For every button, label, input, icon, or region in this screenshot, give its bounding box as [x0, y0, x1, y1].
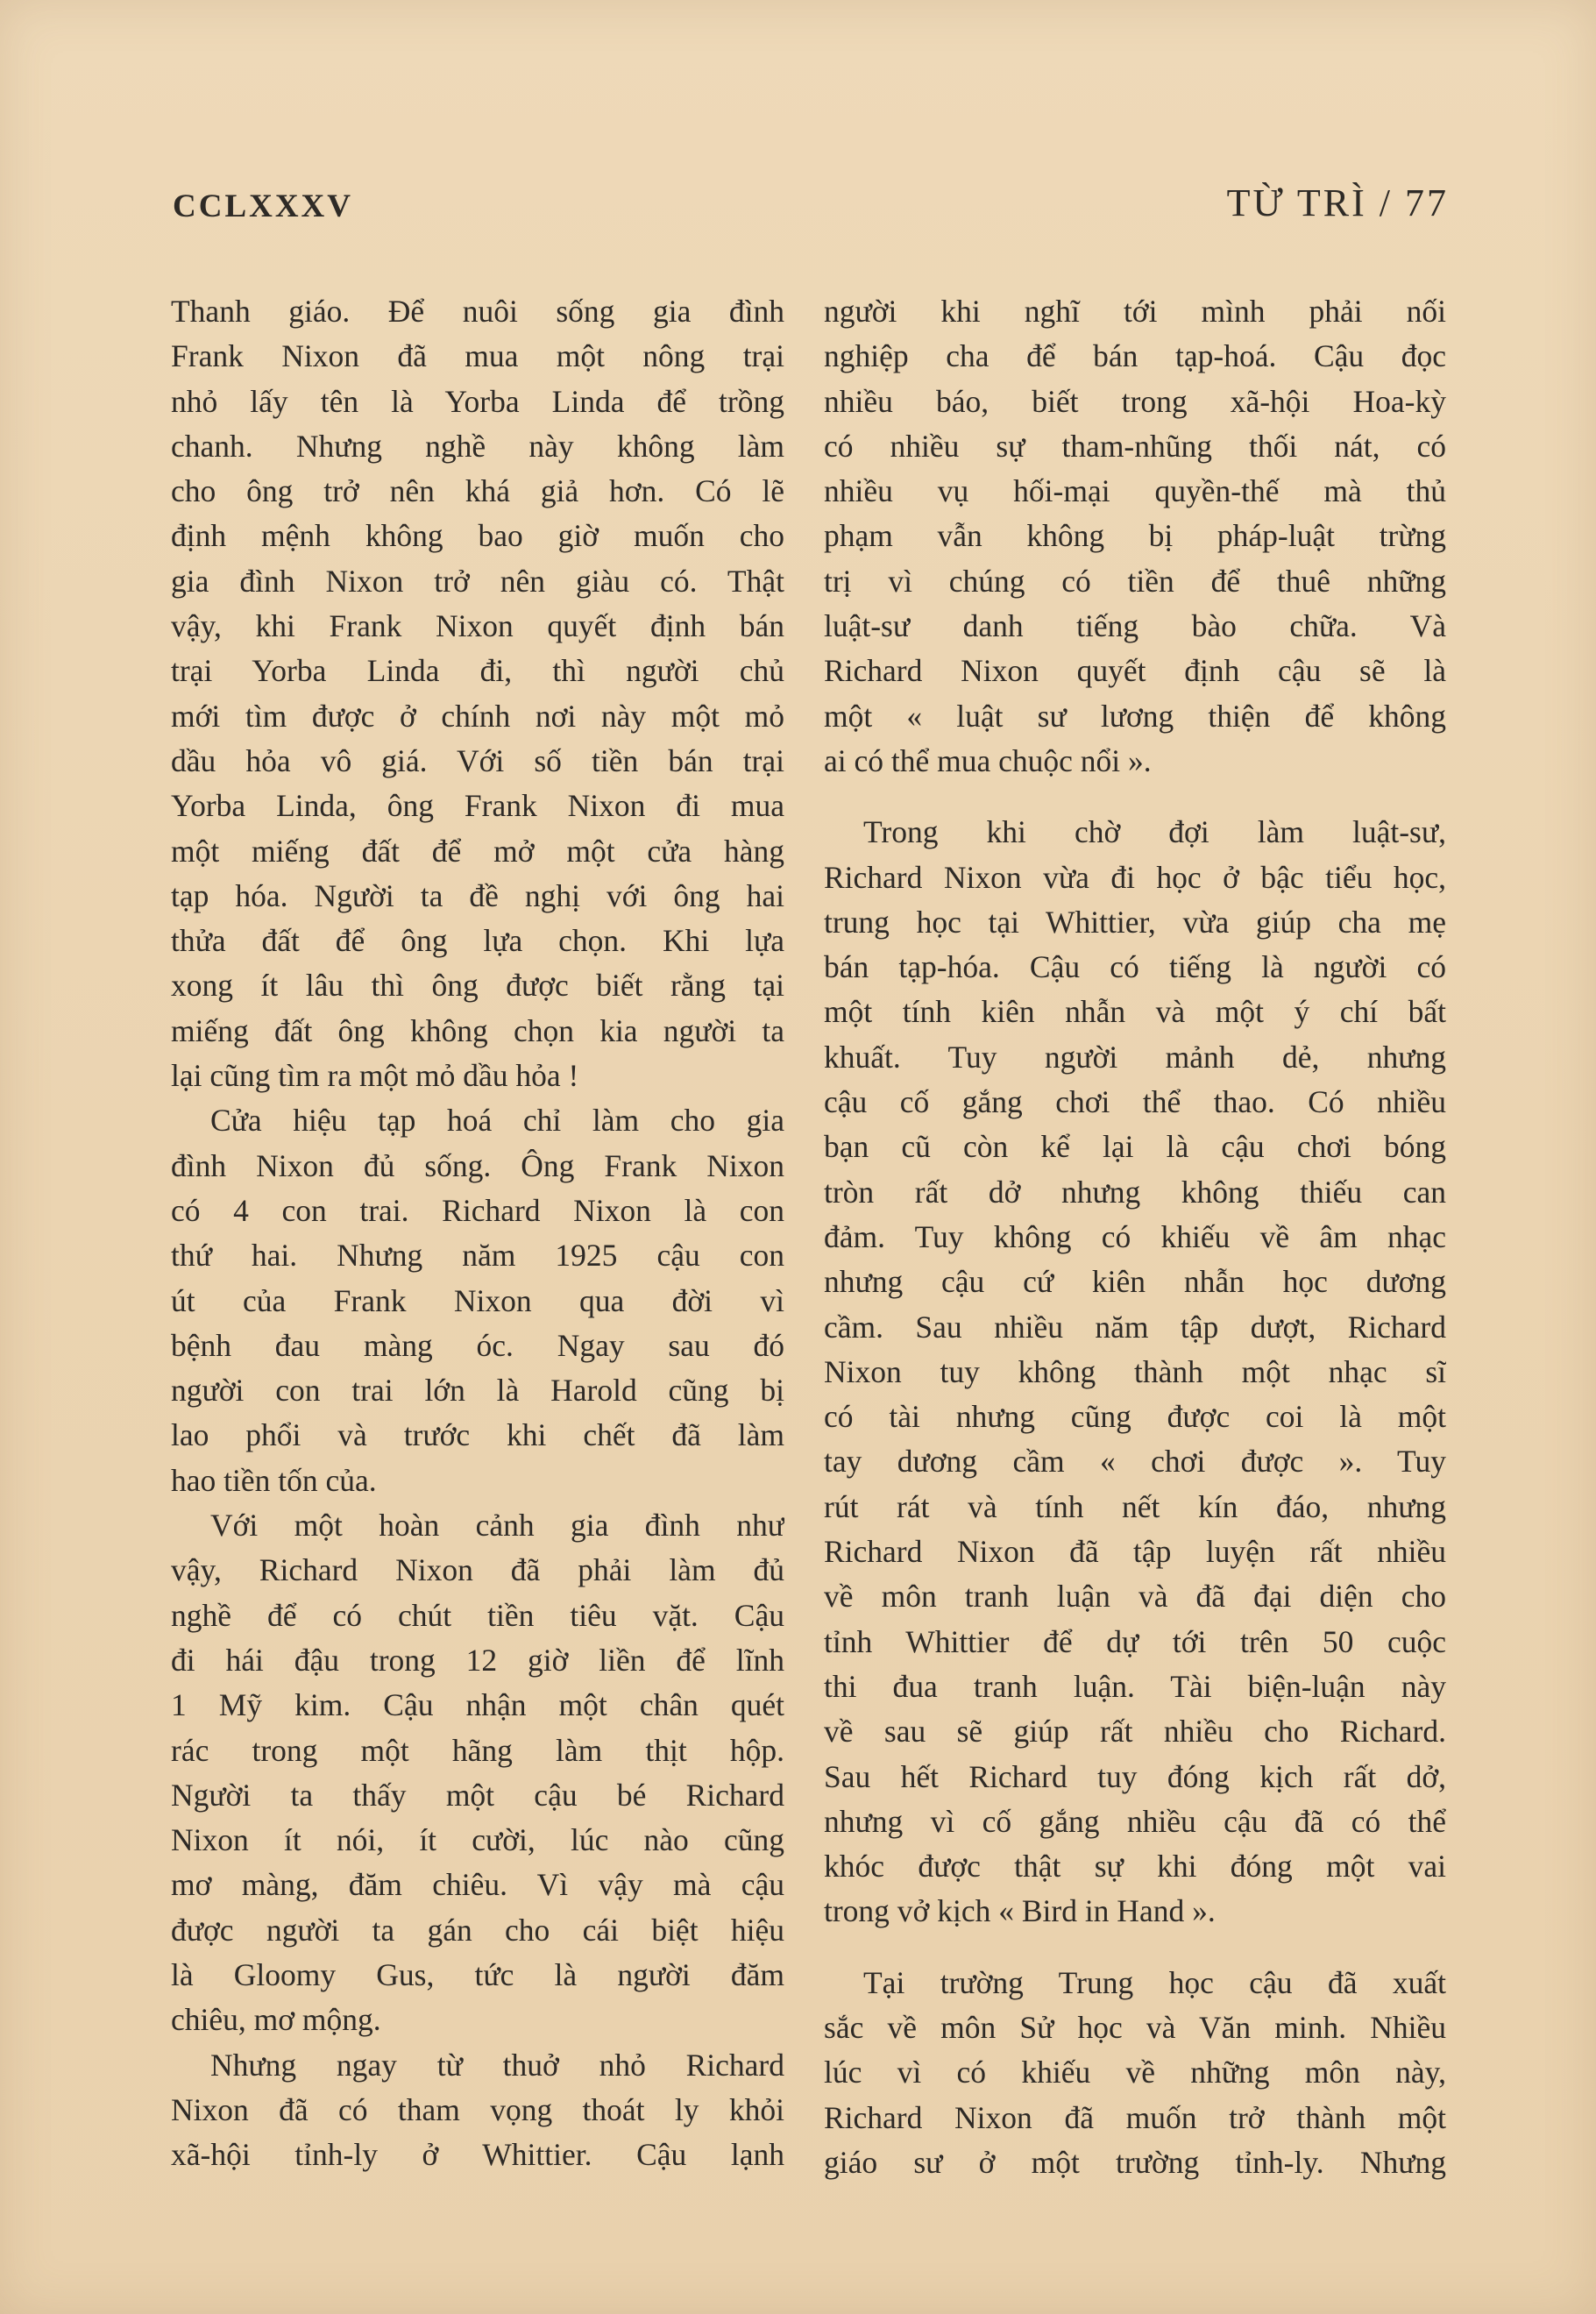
text-line: nhưng cậu cứ kiên nhẫn học dương	[824, 1264, 1446, 1300]
text-line: trại Yorba Linda đi, thì người chủ	[171, 653, 784, 689]
text-line: xã-hội tỉnh-ly ở Whittier. Cậu lạnh	[171, 2137, 784, 2173]
text-line: lao phổi và trước khi chết đã làm	[171, 1417, 784, 1453]
text-line: cậu cố gắng chơi thể thao. Có nhiều	[824, 1084, 1446, 1120]
left-text-column	[171, 289, 784, 2177]
right-text-column	[824, 289, 1446, 2185]
text-line: Nixon đã có tham vọng thoát ly khỏi	[171, 2091, 784, 2127]
text-line: Người ta thấy một cậu bé Richard	[171, 1777, 784, 1813]
text-line: mới tìm được ở chính nơi này một mỏ	[171, 698, 784, 734]
text-line: vậy, khi Frank Nixon quyết định bán	[171, 608, 784, 644]
text-line: nhiều báo, biết trong xã-hội Hoa-kỳ	[824, 383, 1446, 419]
text-line: là Gloomy Gus, tức là người đăm	[171, 1956, 784, 1992]
text-line: bán tạp-hóa. Cậu có tiếng là người có	[824, 949, 1446, 985]
text-line: khóc được thật sự khi đóng một vai	[824, 1849, 1446, 1885]
text-line: trong vở kịch « Bird in Hand ».	[824, 1893, 1216, 1929]
text-line: Frank Nixon đã mua một nông trại	[171, 338, 784, 374]
text-line: hao tiền tốn của.	[171, 1462, 377, 1498]
text-line: trung học tại Whittier, vừa giúp cha mẹ	[824, 904, 1446, 940]
text-line: chanh. Nhưng nghề này không làm	[171, 428, 784, 464]
text-line: về môn tranh luận và đã đại diện cho	[824, 1579, 1446, 1615]
text-line: dầu hỏa vô giá. Với số tiền bán trại	[171, 742, 784, 778]
text-line: Thanh giáo. Để nuôi sống gia đình	[171, 294, 784, 329]
text-line: trị vì chúng có tiền để thuê những	[824, 563, 1446, 599]
running-header-page-number: TỪ TRÌ / 77	[1226, 181, 1449, 224]
text-line: Tại trường Trung học cậu đã xuất	[863, 1964, 1446, 2000]
text-line: nghiệp cha để bán tạp-hoá. Cậu đọc	[824, 338, 1446, 374]
text-line: đi hái đậu trong 12 giờ liền để lĩnh	[171, 1642, 784, 1678]
text-line: cầm. Sau nhiều năm tập dượt, Richard	[824, 1309, 1446, 1345]
text-line: phạm vẫn không bị pháp-luật trừng	[824, 518, 1446, 554]
text-line: đảm. Tuy không có khiếu về âm nhạc	[824, 1218, 1446, 1254]
text-line: nhỏ lấy tên là Yorba Linda để trồng	[171, 383, 784, 419]
text-line: nhiều vụ hối-mại quyền-thế mà thủ	[824, 473, 1446, 509]
text-line: lại cũng tìm ra một mỏ dầu hỏa !	[171, 1058, 579, 1094]
text-line: về sau sẽ giúp rất nhiều cho Richard.	[824, 1714, 1446, 1750]
text-line: Richard Nixon đã muốn trở thành một	[824, 2099, 1446, 2135]
text-line: bạn cũ còn kể lại là cậu chơi bóng	[824, 1129, 1446, 1165]
text-line: có 4 con trai. Richard Nixon là con	[171, 1192, 784, 1228]
text-line: khuất. Tuy người mảnh dẻ, nhưng	[824, 1039, 1446, 1075]
text-line: thi đua tranh luận. Tài biện-luận này	[824, 1668, 1446, 1704]
text-line: tỉnh Whittier để dự tới trên 50 cuộc	[824, 1623, 1446, 1659]
text-line: định mệnh không bao giờ muốn cho	[171, 518, 784, 554]
text-line: xong ít lâu thì ông được biết rằng tại	[171, 968, 784, 1004]
text-line: gia đình Nixon trở nên giàu có. Thật	[171, 563, 784, 599]
text-line: người con trai lớn là Harold cũng bị	[171, 1373, 784, 1409]
text-line: mơ màng, đăm chiêu. Vì vậy mà cậu	[171, 1867, 784, 1903]
text-line: Nixon ít nói, ít cười, lúc nào cũng	[171, 1822, 784, 1858]
text-line: đình Nixon đủ sống. Ông Frank Nixon	[171, 1147, 784, 1183]
text-line: út của Frank Nixon qua đời vì	[171, 1282, 784, 1318]
text-line: Richard Nixon vừa đi học ở bậc tiểu học,	[824, 859, 1446, 895]
text-line: tay dương cầm « chơi được ». Tuy	[824, 1444, 1446, 1480]
text-line: người khi nghĩ tới mình phải nối	[824, 294, 1446, 329]
text-line: lúc vì có khiếu về những môn này,	[824, 2055, 1446, 2090]
text-line: thửa đất để ông lựa chọn. Khi lựa	[171, 923, 784, 959]
text-line: luật-sư danh tiếng bào chữa. Và	[824, 608, 1446, 644]
text-line: Cửa hiệu tạp hoá chỉ làm cho gia	[210, 1103, 784, 1139]
text-line: cho ông trở nên khá giả hơn. Có lẽ	[171, 473, 784, 509]
text-line: vậy, Richard Nixon đã phải làm đủ	[171, 1552, 784, 1588]
text-line: ai có thể mua chuộc nổi ».	[824, 742, 1152, 778]
text-line: Với một hoàn cảnh gia đình như	[210, 1508, 784, 1544]
text-line: có nhiều sự tham-nhũng thối nát, có	[824, 428, 1446, 464]
text-line: rút rát và tính nết kín đáo, nhưng	[824, 1488, 1446, 1524]
text-line: chiêu, mơ mộng.	[171, 2002, 381, 2038]
text-line: Richard Nixon quyết định cậu sẽ là	[824, 653, 1446, 689]
chapter-number: CCLXXXV	[173, 188, 353, 224]
text-line: một tính kiên nhẫn và một ý chí bất	[824, 994, 1446, 1030]
text-line: Sau hết Richard tuy đóng kịch rất dở,	[824, 1758, 1446, 1794]
text-line: Trong khi chờ đợi làm luật-sư,	[863, 814, 1446, 850]
text-line: Richard Nixon đã tập luyện rất nhiều	[824, 1534, 1446, 1570]
text-line: nghề để có chút tiền tiêu vặt. Cậu	[171, 1597, 784, 1633]
text-line: một miếng đất để mở một cửa hàng	[171, 833, 784, 869]
text-line: tạp hóa. Người ta đề nghị với ông hai	[171, 877, 784, 913]
text-line: rác trong một hãng làm thịt hộp.	[171, 1732, 784, 1768]
text-line: được người ta gán cho cái biệt hiệu	[171, 1912, 784, 1948]
text-line: miếng đất ông không chọn kia người ta	[171, 1012, 784, 1048]
text-line: thứ hai. Nhưng năm 1925 cậu con	[171, 1238, 784, 1274]
text-line: Nhưng ngay từ thuở nhỏ Richard	[210, 2047, 784, 2083]
text-line: tròn rất dở nhưng không thiếu can	[824, 1174, 1446, 1210]
text-line: nhưng vì cố gắng nhiều cậu đã có thể	[824, 1803, 1446, 1839]
text-line: Yorba Linda, ông Frank Nixon đi mua	[171, 788, 784, 824]
text-line: sắc về môn Sử học và Văn minh. Nhiều	[824, 2009, 1446, 2045]
text-line: Nixon tuy không thành một nhạc sĩ	[824, 1353, 1446, 1389]
text-line: bệnh đau màng óc. Ngay sau đó	[171, 1327, 784, 1363]
text-line: một « luật sư lương thiện để không	[824, 698, 1446, 734]
text-line: 1 Mỹ kim. Cậu nhận một chân quét	[171, 1687, 784, 1723]
text-line: giáo sư ở một trường tỉnh-ly. Nhưng	[824, 2144, 1446, 2180]
text-line: có tài nhưng cũng được coi là một	[824, 1399, 1446, 1435]
